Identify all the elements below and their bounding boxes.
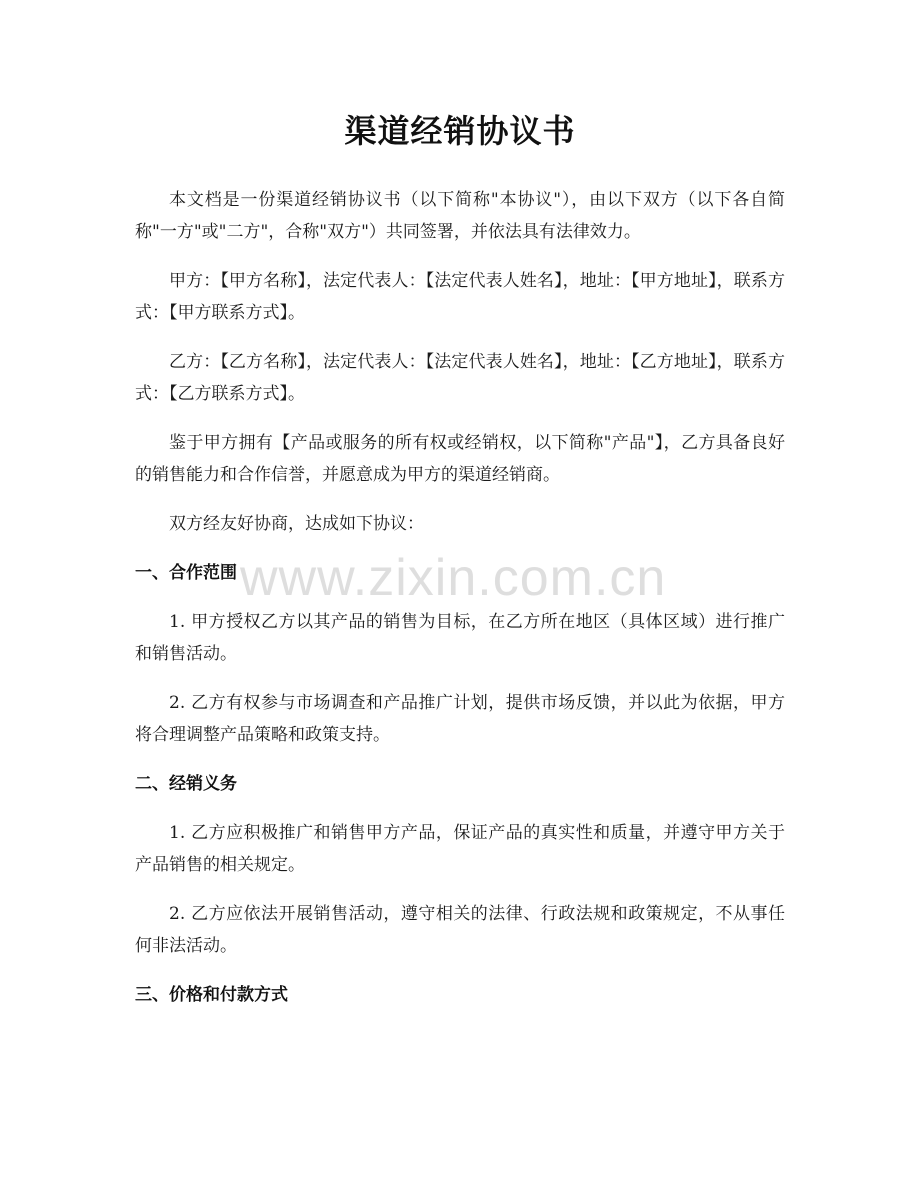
section-heading-scope: 一、合作范围 <box>135 563 237 583</box>
intro-paragraph: 本文档是一份渠道经销协议书（以下简称"本协议"），由以下双方（以下各自简称"一方"或"二方"，合称"双方"）共同签署，并依法具有法律效力。 <box>135 190 785 242</box>
clause-paragraph: 1. 乙方应积极推广和销售甲方产品，保证产品的真实性和质量，并遵守甲方关于产品销售的相关规定。 <box>135 823 785 875</box>
watermark: www.zixin.com.cn <box>240 549 667 607</box>
recital-paragraph: 鉴于甲方拥有【产品或服务的所有权或经销权，以下简称"产品"】，乙方具备良好的销售能力和合作信誉，并愿意成为甲方的渠道经销商。 <box>135 433 785 485</box>
section-heading-pricing: 三、价格和付款方式 <box>135 985 288 1005</box>
agreement-intro-paragraph: 双方经友好协商，达成如下协议： <box>169 514 424 534</box>
clause-paragraph: 2. 乙方有权参与市场调查和产品推广计划，提供市场反馈，并以此为依据，甲方将合理调整产品策略和政策支持。 <box>135 693 785 745</box>
document-title: 渠道经销协议书 <box>344 112 576 150</box>
party-b-paragraph: 乙方：【乙方名称】，法定代表人：【法定代表人姓名】，地址：【乙方地址】，联系方式：【乙方联系方式】。 <box>135 352 785 404</box>
party-a-paragraph: 甲方：【甲方名称】，法定代表人：【法定代表人姓名】，地址：【甲方地址】，联系方式：【甲方联系方式】。 <box>135 271 785 323</box>
clause-paragraph: 1. 甲方授权乙方以其产品的销售为目标，在乙方所在地区（具体区域）进行推广和销售活动。 <box>135 612 785 664</box>
section-heading-obligations: 二、经销义务 <box>135 774 237 794</box>
clause-paragraph: 2. 乙方应依法开展销售活动，遵守相关的法律、行政法规和政策规定，不从事任何非法活动。 <box>135 904 785 956</box>
document-body <box>135 184 785 1028</box>
